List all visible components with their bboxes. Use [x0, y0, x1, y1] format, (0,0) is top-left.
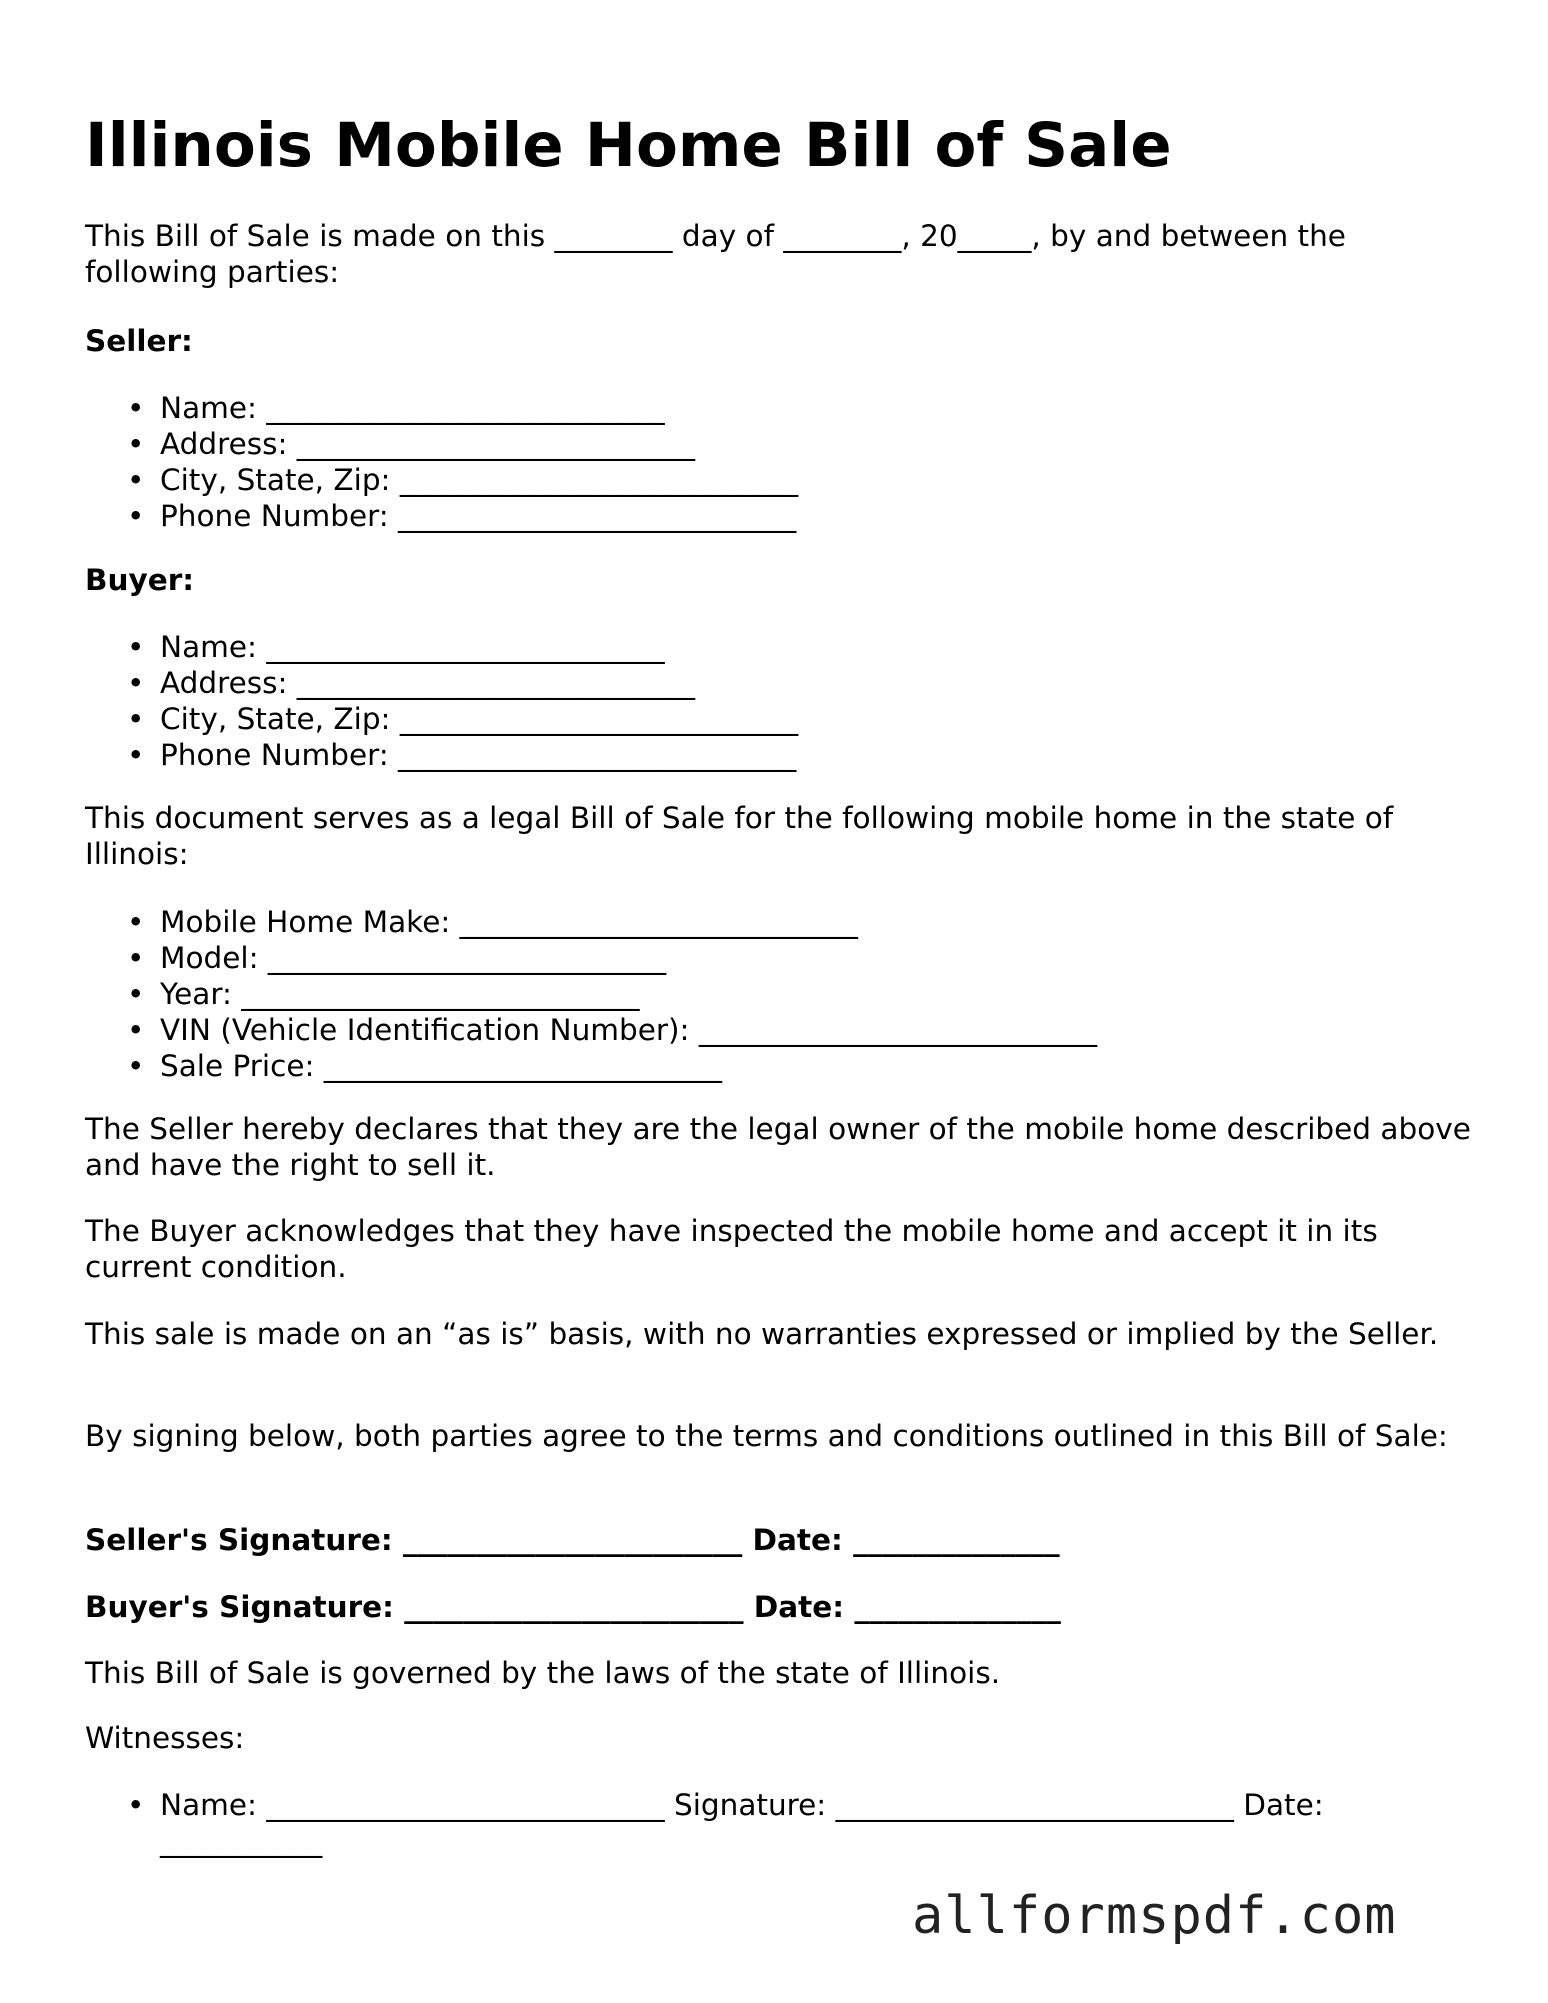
buyer-acknowledgement-paragraph: The Buyer acknowledges that they have inspected the mobile home and accept it in its current condition.: [85, 1214, 1378, 1284]
seller-heading: Seller:: [85, 324, 193, 358]
watermark-logo: allformspdf.com: [912, 1886, 1397, 1946]
bullet-icon: •: [127, 391, 145, 425]
buyer-heading: Buyer:: [85, 563, 195, 597]
witnesses-list: [85, 1787, 1480, 1859]
buyer-name-field[interactable]: • Name: ___________________________: [127, 630, 665, 664]
seller-declaration-paragraph: The Seller hereby declares that they are the legal owner of the mobile home described above and have the right to sell it.: [85, 1112, 1471, 1182]
bullet-icon: •: [127, 1013, 145, 1047]
bullet-icon: •: [127, 738, 145, 772]
bullet-icon: •: [127, 463, 145, 497]
property-intro-paragraph: This document serves as a legal Bill of Sale for the following mobile home in the state of Illinois:: [85, 801, 1394, 871]
bullet-icon: •: [127, 702, 145, 736]
model-field[interactable]: • Model: ___________________________: [127, 941, 667, 975]
bullet-icon: •: [127, 905, 145, 939]
witnesses-heading: Witnesses:: [85, 1721, 245, 1755]
document-title: Illinois Mobile Home Bill of Sale: [85, 110, 1172, 181]
seller-city-state-zip-field[interactable]: • City, State, Zip: ___________________________: [127, 463, 799, 497]
vin-field[interactable]: • VIN (Vehicle Identification Number): ___________________________: [127, 1013, 1098, 1047]
intro-paragraph: This Bill of Sale is made on this ________ day of ________, 20_____, by and between the following parties:: [85, 219, 1346, 289]
buyer-fields-list: [85, 629, 798, 773]
bullet-icon: •: [127, 977, 145, 1011]
bullet-icon: •: [127, 1049, 145, 1083]
property-fields-list: [85, 904, 1097, 1084]
bullet-icon: •: [127, 941, 145, 975]
agreement-paragraph: By signing below, both parties agree to the terms and conditions outlined in this Bill of Sale:: [85, 1419, 1448, 1453]
seller-address-field[interactable]: • Address: ___________________________: [127, 427, 696, 461]
year-field[interactable]: • Year: ___________________________: [127, 977, 640, 1011]
as-is-paragraph: This sale is made on an “as is” basis, with no warranties expressed or implied by the Seller.: [85, 1317, 1439, 1351]
sale-price-field[interactable]: • Sale Price: ___________________________: [127, 1049, 723, 1083]
mobile-home-make-field[interactable]: • Mobile Home Make: ___________________________: [127, 905, 858, 939]
bullet-icon: •: [127, 427, 145, 461]
buyer-address-field[interactable]: • Address: ___________________________: [127, 666, 696, 700]
bullet-icon: •: [127, 630, 145, 664]
bullet-icon: •: [127, 666, 145, 700]
bullet-icon: •: [127, 499, 145, 533]
buyer-city-state-zip-field[interactable]: • City, State, Zip: ___________________________: [127, 702, 799, 736]
buyer-signature-line[interactable]: Buyer's Signature: _______________________ Date: ______________: [85, 1590, 1061, 1624]
seller-signature-line[interactable]: Seller's Signature: _______________________ Date: ______________: [85, 1523, 1060, 1557]
witness-line[interactable]: • Name: ___________________________ Signature: ___________________________ Date: ___________: [127, 1788, 1324, 1858]
seller-phone-field[interactable]: • Phone Number: ___________________________: [127, 499, 797, 533]
buyer-phone-field[interactable]: • Phone Number: ___________________________: [127, 738, 797, 772]
seller-fields-list: [85, 390, 798, 534]
bullet-icon: •: [127, 1788, 145, 1822]
governing-law-paragraph: This Bill of Sale is governed by the laws of the state of Illinois.: [85, 1656, 1001, 1690]
seller-name-field[interactable]: • Name: ___________________________: [127, 391, 665, 425]
